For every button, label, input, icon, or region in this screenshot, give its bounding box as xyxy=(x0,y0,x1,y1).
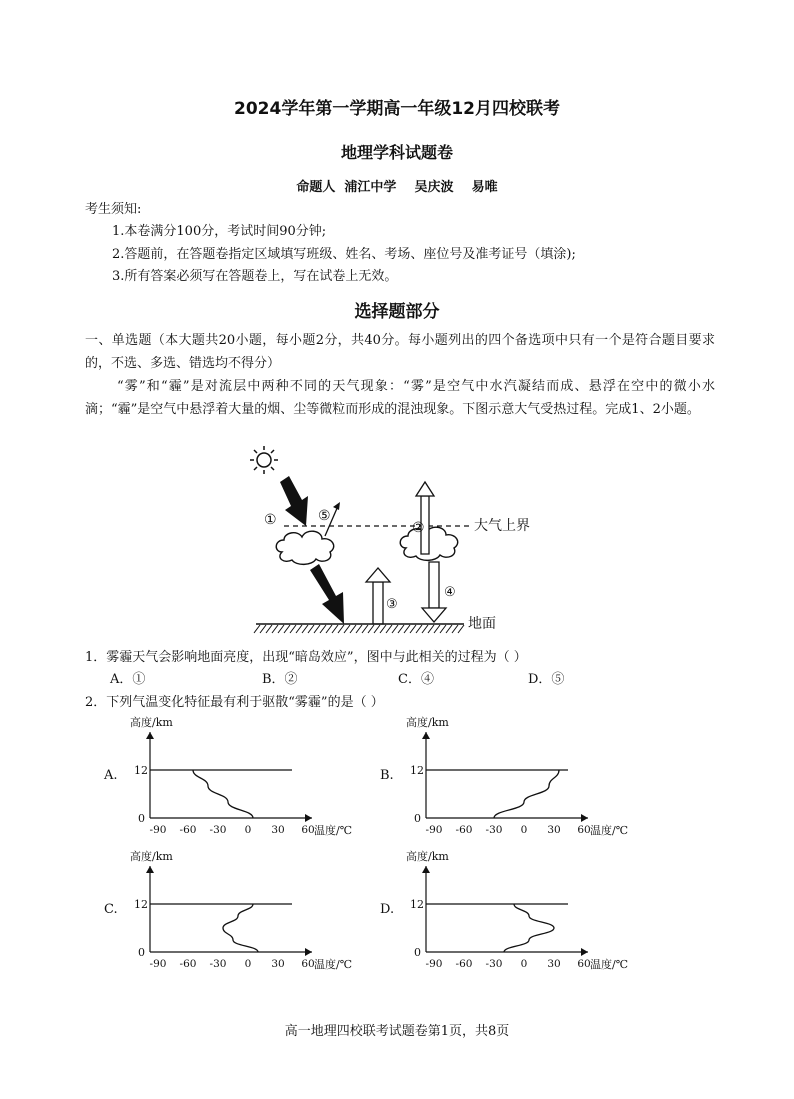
y-tick-label: 12 xyxy=(134,764,148,777)
ground-hatch-mark xyxy=(356,625,362,633)
x-tick-label: 30 xyxy=(271,958,285,970)
option-letter: B. xyxy=(380,768,394,783)
temperature-curve xyxy=(494,770,559,818)
temperature-curve xyxy=(193,770,253,818)
counter-radiation-arrow xyxy=(429,562,439,608)
ground-hatch-mark xyxy=(254,625,260,633)
option-c-graph[interactable] xyxy=(96,846,356,972)
ground-hatch-mark xyxy=(290,625,296,633)
ground-hatch-mark xyxy=(302,625,308,633)
ground-hatch-mark xyxy=(404,625,410,633)
notice-item: 1.本卷满分100分，考试时间90分钟; xyxy=(112,224,327,239)
x-tick-label: 30 xyxy=(271,824,285,836)
x-axis-arrow xyxy=(305,948,312,956)
ground-hatch-mark xyxy=(326,625,332,633)
ground-hatch-mark xyxy=(362,625,368,633)
atmosphere-top-label: 大气上界 xyxy=(474,518,530,534)
ground-hatch-mark xyxy=(422,625,428,633)
option-d-graph[interactable] xyxy=(372,846,632,972)
ground-hatch-mark xyxy=(284,625,290,633)
x-tick-label: -90 xyxy=(425,824,443,836)
option-b[interactable]: B．② xyxy=(262,672,298,687)
solar-radiation-arrow xyxy=(310,564,344,624)
option-a-graph[interactable] xyxy=(96,712,356,838)
y-tick-label: 0 xyxy=(414,946,421,959)
ground-label: 地面 xyxy=(468,616,496,632)
y-axis-arrow xyxy=(422,732,430,739)
y-axis-label: 高度/km xyxy=(406,850,449,863)
x-tick-label: 60 xyxy=(577,958,591,970)
x-tick-label: -90 xyxy=(425,958,443,970)
ground-hatch-mark xyxy=(410,625,416,633)
option-a[interactable]: A．① xyxy=(110,672,146,687)
ground-hatch-mark xyxy=(440,625,446,633)
ground-hatch-mark xyxy=(314,625,320,633)
y-tick-label: 0 xyxy=(138,812,145,825)
label-3: ③ xyxy=(386,597,398,612)
x-axis-label: 温度/℃ xyxy=(314,824,353,837)
ground-hatch-mark xyxy=(398,625,404,633)
page-footer: 高一地理四校联考试题卷第1页，共8页 xyxy=(284,1024,510,1039)
y-tick-label: 12 xyxy=(410,764,424,777)
label-1: ① xyxy=(264,512,277,528)
ground-hatch-mark xyxy=(332,625,338,633)
y-axis-label: 高度/km xyxy=(130,850,173,863)
label-2: ② xyxy=(412,520,425,536)
question-2-stem: 2．下列气温变化特征最有利于驱散“雾霾”的是（ ） xyxy=(85,695,384,710)
x-axis-arrow xyxy=(305,814,312,822)
y-axis-arrow xyxy=(422,866,430,873)
x-tick-label: 60 xyxy=(301,958,315,970)
y-axis-label: 高度/km xyxy=(406,716,449,729)
option-letter: D. xyxy=(380,902,395,917)
ground-hatch-mark xyxy=(350,625,356,633)
ground-hatch-mark xyxy=(446,625,452,633)
x-axis-label: 温度/℃ xyxy=(590,824,629,837)
label-5: ⑤ xyxy=(318,508,331,524)
x-tick-label: -60 xyxy=(455,958,473,970)
subject-title: 地理学科试题卷 xyxy=(340,143,453,162)
x-tick-label: 30 xyxy=(547,958,561,970)
ground-hatch-mark xyxy=(308,625,314,633)
ground-hatch-mark xyxy=(434,625,440,633)
y-tick-label: 12 xyxy=(410,898,424,911)
y-tick-label: 0 xyxy=(414,812,421,825)
ground-hatch-mark xyxy=(278,625,284,633)
x-tick-label: -90 xyxy=(149,824,167,836)
ground-hatch-mark xyxy=(320,625,326,633)
solar-radiation-arrow xyxy=(280,476,308,526)
part-heading: 一、单选题（本大题共20小题，每小题2分，共40分。每小题列出的四个备选项中只有一个是符合题目要求的，不选、多选、错选均不得分） xyxy=(85,333,715,371)
option-letter: C. xyxy=(104,902,118,917)
ground-hatch-mark xyxy=(272,625,278,633)
y-axis-arrow xyxy=(146,732,154,739)
x-tick-label: -30 xyxy=(485,958,503,970)
temperature-curve xyxy=(223,904,258,952)
ground-hatch-mark xyxy=(416,625,422,633)
ground-hatch-mark xyxy=(380,625,386,633)
label-4: ④ xyxy=(444,585,456,600)
ground-hatch-mark xyxy=(338,625,344,633)
passage: “雾”和“霾”是对流层中两种不同的天气现象：“雾”是空气中水汽凝结而成、悬浮在空中的微小水滴；“霾”是空气中悬浮着大量的烟、尘等微粒而形成的混浊现象。下图示意大气受热过程。完成1、2小题。 xyxy=(85,379,715,417)
y-axis-arrow xyxy=(146,866,154,873)
ground-hatch-mark xyxy=(428,625,434,633)
ground-hatch-mark xyxy=(458,625,464,633)
y-tick-label: 12 xyxy=(134,898,148,911)
heating-diagram xyxy=(240,444,540,636)
option-d[interactable]: D．⑤ xyxy=(528,672,565,687)
ground-hatch-mark xyxy=(266,625,272,633)
x-tick-label: 0 xyxy=(520,958,528,970)
y-tick-label: 0 xyxy=(138,946,145,959)
temperature-curve xyxy=(504,904,554,952)
ground-radiation-arrow xyxy=(373,582,383,624)
option-c[interactable]: C．④ xyxy=(398,672,434,687)
notice-item: 3.所有答案必须写在答题卷上，写在试卷上无效。 xyxy=(112,269,398,284)
x-tick-label: -60 xyxy=(455,824,473,836)
ground-hatch-mark xyxy=(296,625,302,633)
authors-line: 命题人 浦江中学 吴庆波 易唯 xyxy=(296,180,498,195)
notice-heading: 考生须知: xyxy=(85,202,142,217)
x-tick-label: -30 xyxy=(209,958,227,970)
question-1-stem: 1．雾霾天气会影响地面亮度，出现“暗岛效应”，图中与此相关的过程为（ ） xyxy=(85,650,527,665)
ground-hatch-mark xyxy=(374,625,380,633)
ground-hatch-mark xyxy=(260,625,266,633)
x-tick-label: 60 xyxy=(577,824,591,836)
y-axis-label: 高度/km xyxy=(130,716,173,729)
x-axis-label: 温度/℃ xyxy=(590,958,629,971)
x-axis-arrow xyxy=(581,814,588,822)
x-tick-label: -90 xyxy=(149,958,167,970)
ground-hatch-mark xyxy=(368,625,374,633)
x-tick-label: 0 xyxy=(520,824,528,836)
x-tick-label: 0 xyxy=(244,958,252,970)
x-tick-label: -30 xyxy=(485,824,503,836)
option-b-graph[interactable] xyxy=(372,712,632,838)
x-axis-label: 温度/℃ xyxy=(314,958,353,971)
x-tick-label: 30 xyxy=(547,824,561,836)
x-tick-label: 60 xyxy=(301,824,315,836)
exam-title: 2024学年第一学期高一年级12月四校联考 xyxy=(234,99,560,119)
x-tick-label: -60 xyxy=(179,958,197,970)
cloud-icon xyxy=(276,531,333,564)
x-tick-label: -60 xyxy=(179,824,197,836)
ground-hatch-mark xyxy=(386,625,392,633)
ground-hatch-mark xyxy=(452,625,458,633)
x-tick-label: -30 xyxy=(209,824,227,836)
option-letter: A. xyxy=(104,768,118,783)
x-axis-arrow xyxy=(581,948,588,956)
ground-hatch-mark xyxy=(392,625,398,633)
x-tick-label: 0 xyxy=(244,824,252,836)
section-title: 选择题部分 xyxy=(354,302,440,322)
sun-icon xyxy=(250,446,278,474)
notice-item: 2.答题前，在答题卷指定区域填写班级、姓名、考场、座位号及准考证号（填涂); xyxy=(112,247,576,262)
ground-hatch-mark xyxy=(344,625,350,633)
